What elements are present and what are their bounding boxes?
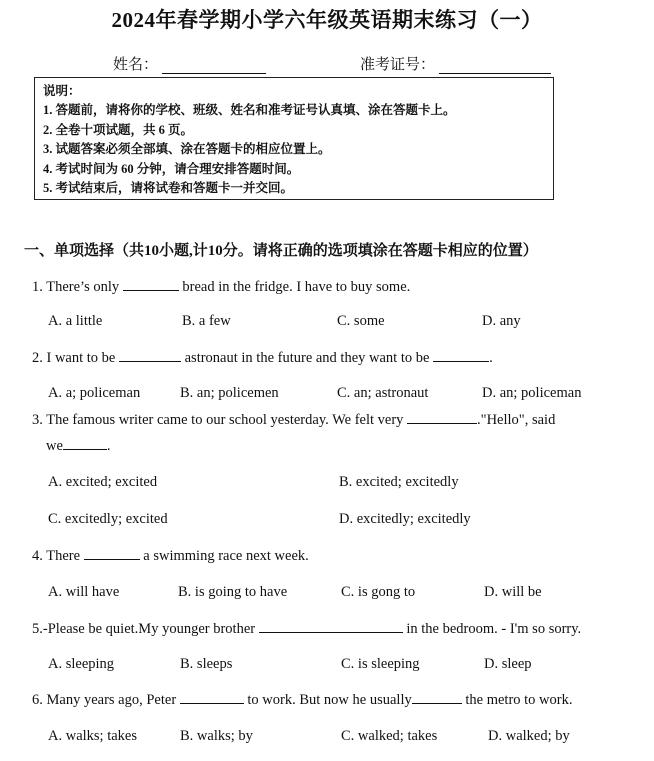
option-a[interactable]: A. a; policeman [48, 385, 141, 401]
question-text: to work. But now he usually [243, 692, 412, 708]
question-text: astronaut in the future and they want to be [180, 350, 434, 366]
answer-blank [407, 411, 477, 424]
option-b[interactable]: B. is going to have [178, 584, 288, 600]
instruction-item: 2. 全卷十项试题，共 6 页。 [43, 122, 194, 137]
answer-blank [180, 691, 244, 704]
question-text: 5.-Please be quiet.My younger brother [32, 621, 259, 637]
instructions-heading: 说明： [43, 84, 81, 98]
name-label: 姓名： [113, 55, 159, 73]
option-a[interactable]: A. excited; excited [48, 474, 158, 490]
option-c[interactable]: C. walked; takes [341, 728, 438, 744]
question-text: . [106, 438, 111, 454]
name-field [113, 53, 266, 74]
option-b[interactable]: B. a few [182, 313, 231, 329]
answer-blank [259, 620, 403, 633]
question-text: we [46, 438, 63, 454]
question-text: 4. There [32, 548, 84, 564]
question-2 [32, 349, 493, 367]
instructions-box [34, 77, 554, 200]
instruction-item: 1. 答题前，请将你的学校、班级、姓名和准考证号认真填、涂在答题卡上。 [43, 103, 456, 118]
page-title: 2024年春学期小学六年级英语期末练习（一） [111, 8, 543, 32]
instruction-item: 4. 考试时间为 60 分钟，请合理安排答题时间。 [43, 161, 300, 176]
question-text: 6. Many years ago, Peter [32, 692, 180, 708]
section-title: 一、单项选择（共10小题,计10分。请将正确的选项填涂在答题卡相应的位置） [24, 243, 538, 259]
option-b[interactable]: B. walks; by [180, 728, 253, 744]
option-d[interactable]: D. any [482, 313, 521, 329]
question-text: 2. I want to be [32, 350, 119, 366]
option-d[interactable]: D. will be [484, 584, 542, 600]
option-b[interactable]: B. an; policemen [180, 385, 279, 401]
option-c[interactable]: C. some [337, 313, 385, 329]
option-c[interactable]: C. is sleeping [341, 656, 420, 672]
option-d[interactable]: D. excitedly; excitedly [339, 511, 471, 527]
instruction-item: 3. 试题答案必须全部填、涂在答题卡的相应位置上。 [43, 142, 331, 157]
instruction-item: 5. 考试结束后，请将试卷和答题卡一并交回。 [43, 181, 294, 196]
question-3 [32, 411, 555, 429]
question-text: bread in the fridge. I have to buy some. [178, 279, 411, 295]
option-c[interactable]: C. is gong to [341, 584, 416, 600]
question-text: ."Hello", said [477, 412, 556, 428]
question-text: a swimming race next week. [139, 548, 309, 564]
option-a[interactable]: A. will have [48, 584, 120, 600]
name-blank[interactable] [162, 59, 266, 74]
option-b[interactable]: B. sleeps [180, 656, 233, 672]
answer-blank [123, 278, 179, 291]
answer-blank [433, 349, 489, 362]
option-d[interactable]: D. walked; by [488, 728, 570, 744]
option-c[interactable]: C. excitedly; excited [48, 511, 168, 527]
answer-blank [63, 437, 107, 450]
question-text: 1. There’s only [32, 279, 123, 295]
question-3-continued [46, 437, 111, 455]
question-6 [32, 691, 572, 709]
question-5 [32, 620, 581, 638]
option-a[interactable]: A. a little [48, 313, 103, 329]
exam-number-field [360, 53, 551, 74]
question-text: . [489, 350, 493, 366]
option-d[interactable]: D. an; policeman [482, 385, 582, 401]
question-text: 3. The famous writer came to our school yesterday. We felt very [32, 412, 408, 428]
option-d[interactable]: D. sleep [484, 656, 532, 672]
exam-number-blank[interactable] [439, 59, 551, 74]
option-a[interactable]: A. sleeping [48, 656, 115, 672]
question-4 [32, 547, 309, 565]
answer-blank [412, 691, 462, 704]
option-a[interactable]: A. walks; takes [48, 728, 137, 744]
question-text: the metro to work. [461, 692, 573, 708]
option-b[interactable]: B. excited; excitedly [339, 474, 459, 490]
question-1 [32, 278, 410, 296]
answer-blank [84, 547, 140, 560]
question-text: in the bedroom. - I'm so sorry. [402, 621, 582, 637]
option-c[interactable]: C. an; astronaut [337, 385, 429, 401]
answer-blank [119, 349, 181, 362]
exam-number-label: 准考证号： [360, 55, 436, 73]
